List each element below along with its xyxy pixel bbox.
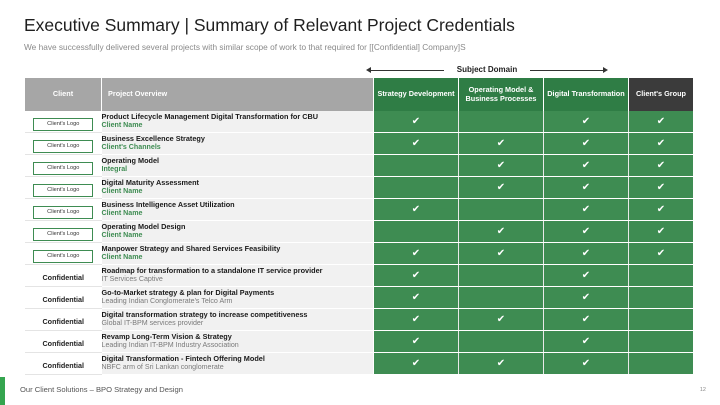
checkmark-icon: ✔ xyxy=(411,292,421,303)
client-confidential-label: Confidential xyxy=(42,360,85,370)
domain-cell-operating-model xyxy=(459,177,544,199)
domain-cell-digital xyxy=(544,155,629,177)
domain-cell-strategy xyxy=(374,243,459,265)
checkmark-icon: ✔ xyxy=(581,116,591,127)
project-overview-cell xyxy=(102,133,374,155)
client-logo-placeholder: Client's Logo xyxy=(33,140,93,153)
checkmark-icon: ✔ xyxy=(581,270,591,281)
project-client-name: Client Name xyxy=(101,208,143,217)
checkmark-icon: ✔ xyxy=(656,138,666,149)
project-title: Business Intelligence Asset Utilization xyxy=(101,200,235,210)
column-header-operating-model: Operating Model & Business Processes xyxy=(459,78,544,111)
domain-cell-digital xyxy=(544,177,629,199)
domain-cell-operating-model xyxy=(459,331,544,353)
project-client-name: Leading Indian IT-BPM Industry Association xyxy=(101,340,239,349)
subject-domain-marker xyxy=(366,63,608,77)
client-confidential-label: Confidential xyxy=(42,272,85,282)
domain-cell-strategy xyxy=(374,133,459,155)
table-row xyxy=(25,353,693,375)
domain-cell-strategy xyxy=(374,331,459,353)
table-row xyxy=(25,243,693,265)
client-confidential-label: Confidential xyxy=(42,338,85,348)
project-overview-cell xyxy=(102,331,374,353)
footer-text: Our Client Solutions – BPO Strategy and Design xyxy=(20,385,183,394)
domain-cell-client-group xyxy=(629,309,694,331)
table-row xyxy=(25,309,693,331)
checkmark-icon: ✔ xyxy=(581,358,591,369)
table-row xyxy=(25,177,693,199)
column-header-digital: Digital Transformation xyxy=(544,78,629,111)
divider xyxy=(370,70,444,71)
domain-cell-client-group xyxy=(629,133,694,155)
footer-accent-bar xyxy=(0,377,5,405)
slide-subtitle: We have successfully delivered several projects with similar scope of work to that required for [[Confidential] Company]S xyxy=(24,42,466,52)
client-logo-placeholder: Client's Logo xyxy=(33,228,93,241)
domain-cell-client-group xyxy=(629,287,694,309)
checkmark-icon: ✔ xyxy=(496,160,506,171)
client-confidential-label: Confidential xyxy=(42,316,85,326)
project-overview-cell xyxy=(102,265,374,287)
project-title: Revamp Long-Term Vision & Strategy xyxy=(101,332,232,342)
domain-cell-operating-model xyxy=(459,155,544,177)
domain-cell-operating-model xyxy=(459,309,544,331)
credentials-table xyxy=(25,78,693,375)
domain-cell-digital xyxy=(544,265,629,287)
checkmark-icon: ✔ xyxy=(496,358,506,369)
project-client-name: Client's Channels xyxy=(101,142,161,151)
domain-cell-strategy xyxy=(374,309,459,331)
project-client-name: Client Name xyxy=(101,252,143,261)
domain-cell-strategy xyxy=(374,353,459,375)
client-cell xyxy=(25,331,102,353)
domain-cell-strategy xyxy=(374,199,459,221)
project-overview-cell xyxy=(102,243,374,265)
client-logo-placeholder: Client's Logo xyxy=(33,184,93,197)
column-header-client-group: Client's Group xyxy=(629,78,694,111)
checkmark-icon: ✔ xyxy=(581,160,591,171)
checkmark-icon: ✔ xyxy=(581,138,591,149)
client-cell xyxy=(25,287,102,309)
project-title: Product Lifecycle Management Digital Transformation for CBU xyxy=(101,112,319,122)
checkmark-icon: ✔ xyxy=(656,116,666,127)
checkmark-icon: ✔ xyxy=(581,314,591,325)
domain-cell-strategy xyxy=(374,155,459,177)
checkmark-icon: ✔ xyxy=(581,204,591,215)
client-confidential-label: Confidential xyxy=(42,294,85,304)
table-body xyxy=(25,111,693,375)
table-row xyxy=(25,331,693,353)
domain-cell-digital xyxy=(544,353,629,375)
domain-cell-digital xyxy=(544,309,629,331)
project-client-name: Integral xyxy=(101,164,128,173)
domain-cell-digital xyxy=(544,199,629,221)
divider xyxy=(530,70,604,71)
client-logo-placeholder: Client's Logo xyxy=(33,250,93,263)
domain-cell-digital xyxy=(544,221,629,243)
table-header-row xyxy=(25,78,693,111)
project-title: Roadmap for transformation to a standalone IT service provider xyxy=(101,266,323,276)
client-cell xyxy=(25,177,102,199)
client-cell xyxy=(25,199,102,221)
domain-cell-client-group xyxy=(629,111,694,133)
project-title: Digital Maturity Assessment xyxy=(101,178,199,188)
checkmark-icon: ✔ xyxy=(656,160,666,171)
project-overview-cell xyxy=(102,111,374,133)
domain-cell-client-group xyxy=(629,177,694,199)
client-cell xyxy=(25,133,102,155)
domain-cell-client-group xyxy=(629,155,694,177)
client-cell xyxy=(25,265,102,287)
project-overview-cell xyxy=(102,199,374,221)
domain-cell-strategy xyxy=(374,221,459,243)
table-row xyxy=(25,221,693,243)
project-title: Digital Transformation - Fintech Offering Model xyxy=(101,354,265,364)
project-client-name: IT Services Captive xyxy=(101,274,163,283)
project-overview-cell xyxy=(102,221,374,243)
checkmark-icon: ✔ xyxy=(581,292,591,303)
domain-cell-strategy xyxy=(374,265,459,287)
page-number: 12 xyxy=(699,387,706,393)
client-cell xyxy=(25,353,102,375)
checkmark-icon: ✔ xyxy=(581,248,591,259)
table-row xyxy=(25,287,693,309)
project-overview-cell xyxy=(102,287,374,309)
project-client-name: Global IT-BPM services provider xyxy=(101,318,204,327)
checkmark-icon: ✔ xyxy=(411,270,421,281)
domain-cell-operating-model xyxy=(459,133,544,155)
project-title: Operating Model xyxy=(101,156,160,166)
client-cell xyxy=(25,309,102,331)
domain-cell-operating-model xyxy=(459,353,544,375)
project-client-name: Leading Indian Conglomerate's Telco Arm xyxy=(101,296,233,305)
domain-cell-strategy xyxy=(374,177,459,199)
project-title: Operating Model Design xyxy=(101,222,186,232)
domain-cell-client-group xyxy=(629,353,694,375)
checkmark-icon: ✔ xyxy=(496,182,506,193)
domain-cell-digital xyxy=(544,287,629,309)
domain-cell-digital xyxy=(544,331,629,353)
client-cell xyxy=(25,243,102,265)
subject-domain-label: Subject Domain xyxy=(456,65,518,74)
project-title: Digital transformation strategy to increase competitiveness xyxy=(101,310,308,320)
checkmark-icon: ✔ xyxy=(581,336,591,347)
table-row xyxy=(25,133,693,155)
checkmark-icon: ✔ xyxy=(496,226,506,237)
checkmark-icon: ✔ xyxy=(581,226,591,237)
domain-cell-client-group xyxy=(629,265,694,287)
checkmark-icon: ✔ xyxy=(581,182,591,193)
domain-cell-operating-model xyxy=(459,199,544,221)
domain-cell-strategy xyxy=(374,111,459,133)
table-row xyxy=(25,155,693,177)
table-row xyxy=(25,265,693,287)
domain-cell-client-group xyxy=(629,243,694,265)
client-logo-placeholder: Client's Logo xyxy=(33,118,93,131)
domain-cell-digital xyxy=(544,133,629,155)
project-overview-cell xyxy=(102,177,374,199)
client-cell xyxy=(25,155,102,177)
checkmark-icon: ✔ xyxy=(656,204,666,215)
domain-cell-operating-model xyxy=(459,111,544,133)
checkmark-icon: ✔ xyxy=(656,226,666,237)
checkmark-icon: ✔ xyxy=(656,248,666,259)
project-client-name: NBFC arm of Sri Lankan conglomerate xyxy=(101,362,224,371)
table-row xyxy=(25,111,693,133)
domain-cell-strategy xyxy=(374,287,459,309)
slide-title: Executive Summary | Summary of Relevant Project Credentials xyxy=(24,15,515,35)
checkmark-icon: ✔ xyxy=(411,314,421,325)
project-title: Go-to-Market strategy & plan for Digital Payments xyxy=(101,288,275,298)
project-overview-cell xyxy=(102,309,374,331)
table-row xyxy=(25,199,693,221)
domain-cell-operating-model xyxy=(459,287,544,309)
checkmark-icon: ✔ xyxy=(656,182,666,193)
project-title: Manpower Strategy and Shared Services Feasibility xyxy=(101,244,281,254)
column-header-overview: Project Overview xyxy=(102,78,374,111)
client-cell xyxy=(25,111,102,133)
domain-cell-operating-model xyxy=(459,243,544,265)
checkmark-icon: ✔ xyxy=(496,314,506,325)
domain-cell-client-group xyxy=(629,199,694,221)
domain-cell-operating-model xyxy=(459,221,544,243)
client-cell xyxy=(25,221,102,243)
domain-cell-digital xyxy=(544,111,629,133)
checkmark-icon: ✔ xyxy=(411,204,421,215)
checkmark-icon: ✔ xyxy=(411,116,421,127)
project-overview-cell xyxy=(102,155,374,177)
checkmark-icon: ✔ xyxy=(411,138,421,149)
checkmark-icon: ✔ xyxy=(411,336,421,347)
project-title: Business Excellence Strategy xyxy=(101,134,205,144)
domain-cell-client-group xyxy=(629,221,694,243)
project-client-name: Client Name xyxy=(101,186,143,195)
checkmark-icon: ✔ xyxy=(411,358,421,369)
domain-cell-operating-model xyxy=(459,265,544,287)
project-client-name: Client Name xyxy=(101,230,143,239)
checkmark-icon: ✔ xyxy=(496,138,506,149)
client-logo-placeholder: Client's Logo xyxy=(33,162,93,175)
project-client-name: Client Name xyxy=(101,120,143,129)
project-overview-cell xyxy=(102,353,374,375)
checkmark-icon: ✔ xyxy=(411,248,421,259)
client-logo-placeholder: Client's Logo xyxy=(33,206,93,219)
checkmark-icon: ✔ xyxy=(496,248,506,259)
column-header-client: Client xyxy=(25,78,102,111)
domain-cell-digital xyxy=(544,243,629,265)
column-header-strategy: Strategy Development xyxy=(374,78,459,111)
right-arrow-icon xyxy=(603,67,608,73)
domain-cell-client-group xyxy=(629,331,694,353)
